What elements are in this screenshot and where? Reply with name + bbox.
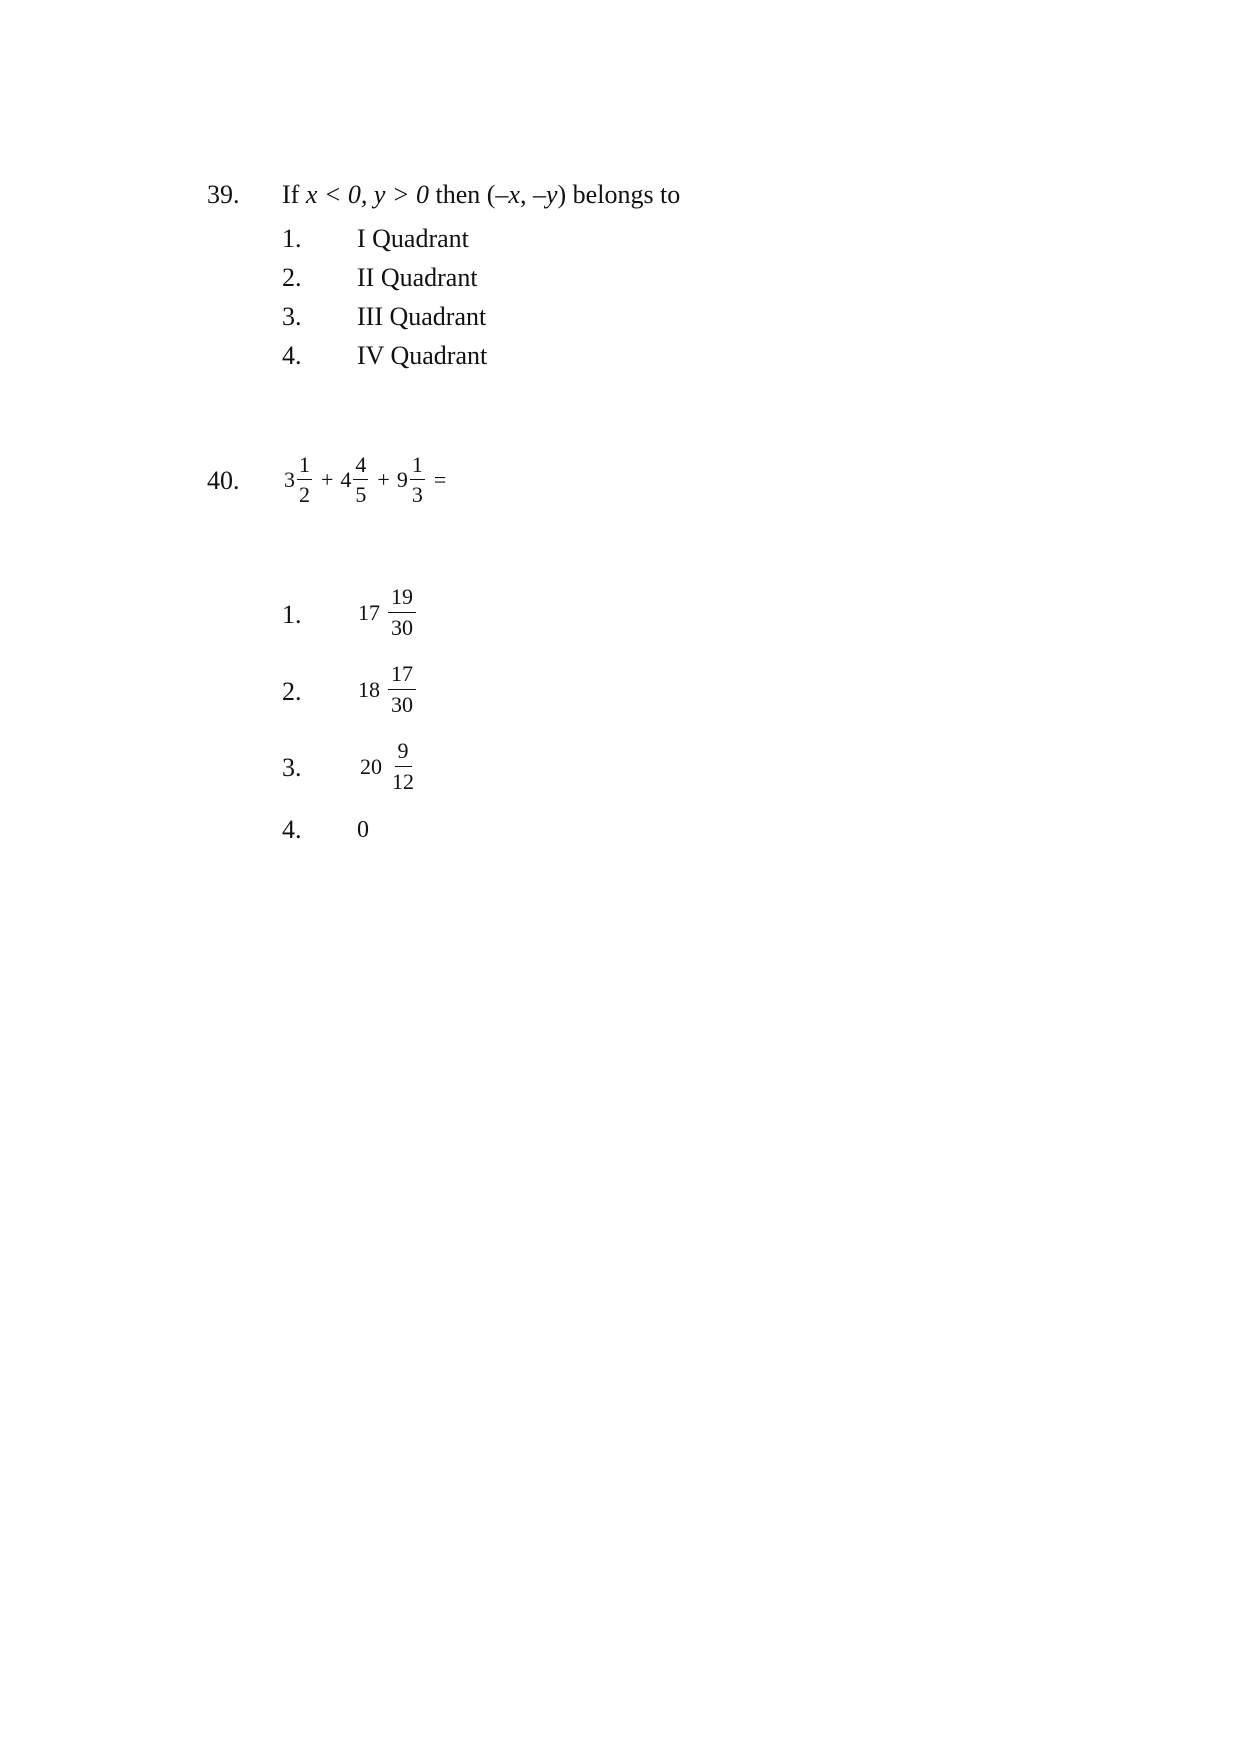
term-whole: 9 xyxy=(396,467,408,492)
term-fraction xyxy=(297,454,312,506)
denominator: 12 xyxy=(392,769,414,794)
numerator: 1 xyxy=(410,454,425,480)
stem-text: ) belongs to xyxy=(557,180,681,209)
numerator: 1 xyxy=(297,454,312,480)
term-fraction xyxy=(410,454,425,506)
numerator: 17 xyxy=(388,663,416,690)
option-whole: 20 xyxy=(360,753,382,779)
option-text: IV Quadrant xyxy=(357,341,488,370)
stem-text: then ( xyxy=(429,180,496,209)
option-number: 4. xyxy=(282,815,302,844)
option-fraction xyxy=(390,740,416,793)
stem-text: If xyxy=(282,180,306,209)
stem-condition: x < 0, y > 0 xyxy=(305,180,429,209)
numerator: 19 xyxy=(388,586,416,613)
term-whole: 4 xyxy=(340,467,352,492)
option-whole: 18 xyxy=(358,676,380,702)
option-fraction xyxy=(388,663,416,716)
denominator: 3 xyxy=(411,482,423,507)
option-number: 2. xyxy=(282,677,302,706)
equals-sign: = xyxy=(433,467,447,492)
denominator: 5 xyxy=(355,482,367,507)
option-mixed-number xyxy=(358,586,418,639)
question-stem xyxy=(282,180,680,210)
option-mixed-number xyxy=(358,663,418,716)
option-mixed-number xyxy=(360,740,418,793)
numerator: 9 xyxy=(395,740,412,767)
option-number: 2. xyxy=(282,263,302,292)
option-text: III Quadrant xyxy=(357,302,487,331)
option-number: 4. xyxy=(282,341,302,370)
option-number: 1. xyxy=(282,224,302,253)
option-text: 0 xyxy=(357,817,369,843)
term-fraction xyxy=(353,454,368,506)
plus-operator: + xyxy=(377,467,390,492)
option-text: II Quadrant xyxy=(357,263,478,292)
question-number: 39. xyxy=(207,180,240,209)
denominator: 30 xyxy=(391,615,413,640)
option-number: 3. xyxy=(282,302,302,331)
option-fraction xyxy=(388,586,416,639)
option-number: 1. xyxy=(282,600,302,629)
plus-operator: + xyxy=(321,467,334,492)
numerator: 4 xyxy=(353,454,368,480)
term-whole: 3 xyxy=(284,467,295,492)
option-text: I Quadrant xyxy=(357,224,469,253)
denominator: 2 xyxy=(299,482,310,507)
option-number: 3. xyxy=(282,753,302,782)
option-whole: 17 xyxy=(358,599,380,625)
question-number: 40. xyxy=(207,466,240,495)
stem-point: –x, –y xyxy=(495,180,558,209)
denominator: 30 xyxy=(391,692,413,717)
question-expression xyxy=(284,454,453,506)
